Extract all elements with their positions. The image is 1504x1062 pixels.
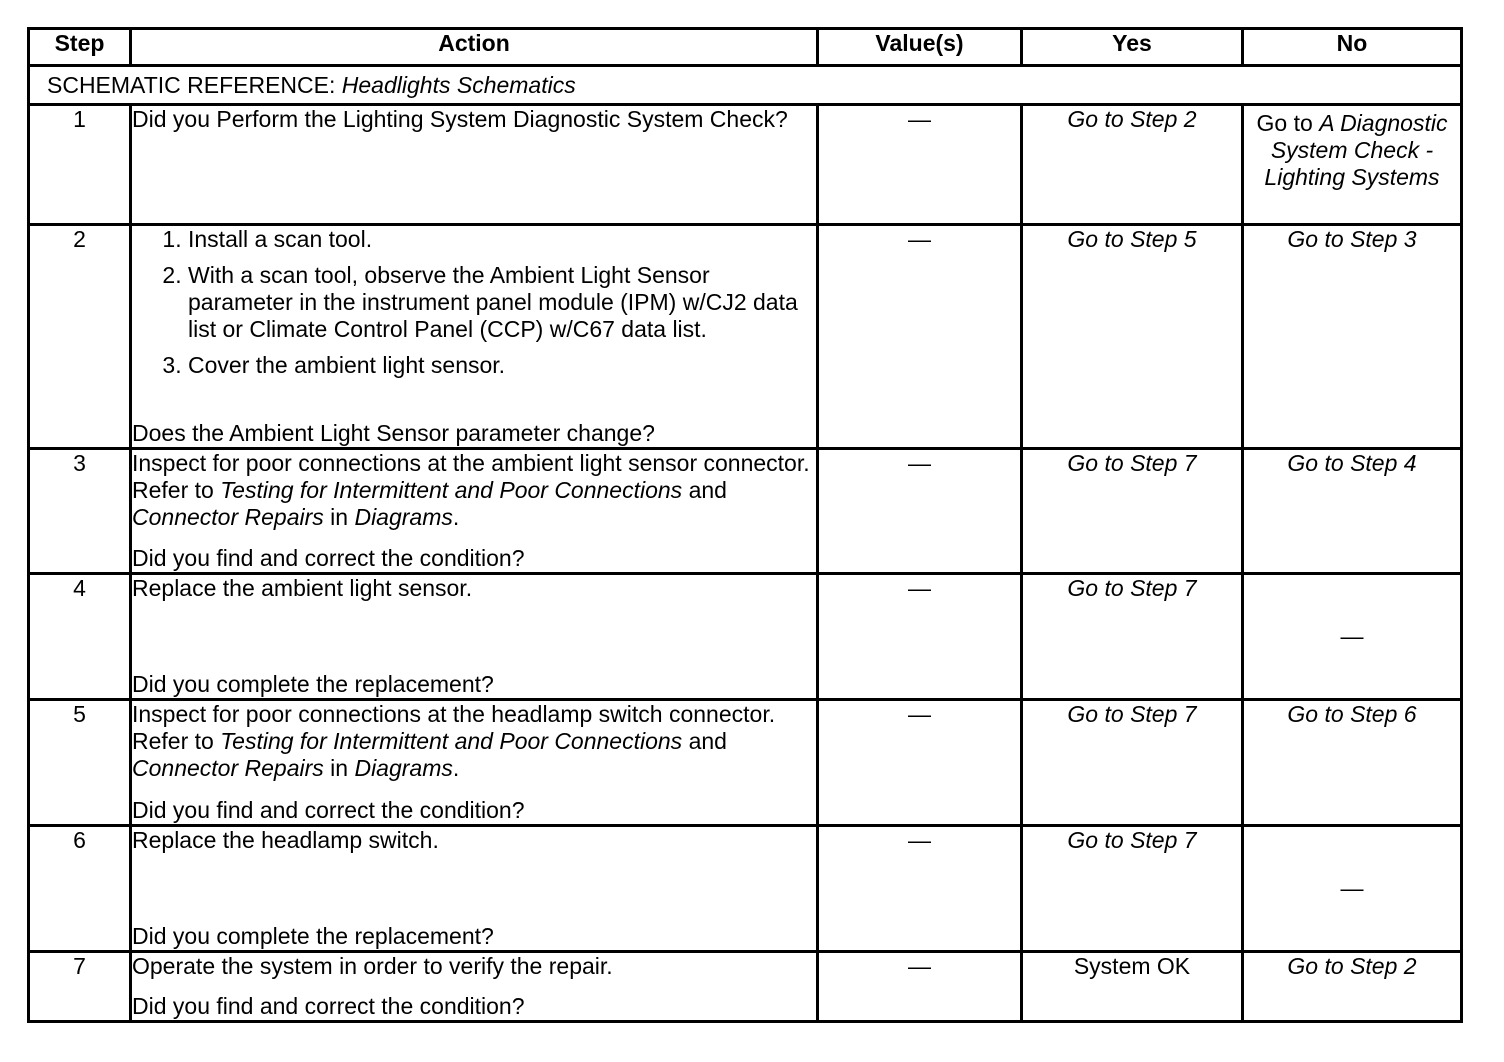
- header-action: Action: [131, 29, 818, 66]
- no-cell: [1243, 105, 1462, 225]
- no-cell: —: [1243, 574, 1462, 700]
- schematic-reference-row: [29, 66, 1462, 105]
- action-cell: [131, 700, 818, 826]
- header-values: Value(s): [818, 29, 1022, 66]
- inspect-prefix: Inspect for poor connections at the ambient light sensor connector. Refer to: [132, 450, 810, 503]
- yes-link[interactable]: Go to Step 7: [1022, 449, 1243, 574]
- yes-link[interactable]: Go to Step 2: [1022, 105, 1243, 225]
- value-cell: —: [818, 574, 1022, 700]
- ref-connector-repairs-link[interactable]: Connector Repairs: [132, 755, 324, 781]
- no-link[interactable]: Go to Step 2: [1243, 952, 1462, 1022]
- action-text: Operate the system in order to verify the repair.: [132, 953, 613, 979]
- step-number: 2: [29, 225, 131, 449]
- conjunction: and: [682, 728, 727, 754]
- yes-link[interactable]: Go to Step 7: [1022, 826, 1243, 952]
- ref-connector-repairs-link[interactable]: Connector Repairs: [132, 504, 324, 530]
- inspect-prefix: Inspect for poor connections at the headlamp switch connector. Refer to: [132, 701, 776, 754]
- table-row: [29, 105, 1462, 225]
- step-number: 6: [29, 826, 131, 952]
- action-cell: [131, 105, 818, 225]
- table-row: [29, 700, 1462, 826]
- step-number: 3: [29, 449, 131, 574]
- schematic-reference: [29, 66, 1462, 105]
- action-cell: [131, 225, 818, 449]
- question-text: Did you complete the replacement?: [132, 671, 494, 697]
- no-cell: —: [1243, 826, 1462, 952]
- table-row: [29, 952, 1462, 1022]
- header-no: No: [1243, 29, 1462, 66]
- yes-link[interactable]: Go to Step 7: [1022, 700, 1243, 826]
- yes-result: System OK: [1022, 952, 1243, 1022]
- no-prefix: Go to: [1256, 110, 1320, 136]
- inspect-text: [132, 450, 816, 531]
- yes-link[interactable]: Go to Step 5: [1022, 225, 1243, 449]
- ref-testing-link[interactable]: Testing for Intermittent and Poor Connections: [220, 477, 683, 503]
- header-yes: Yes: [1022, 29, 1243, 66]
- header-step: Step: [29, 29, 131, 66]
- step-number: 7: [29, 952, 131, 1022]
- question-text: Does the Ambient Light Sensor parameter change?: [132, 420, 655, 446]
- ref-testing-link[interactable]: Testing for Intermittent and Poor Connections: [220, 728, 683, 754]
- period: .: [452, 755, 460, 781]
- question-text: Did you find and correct the condition?: [132, 797, 525, 823]
- inspect-text: [132, 701, 816, 782]
- table-row: [29, 225, 1462, 449]
- question-text: Did you find and correct the condition?: [132, 993, 525, 1019]
- action-cell: [131, 449, 818, 574]
- ref-diagrams-link[interactable]: Diagrams: [354, 504, 453, 530]
- action-text: Replace the ambient light sensor.: [132, 575, 473, 601]
- no-link[interactable]: Go to Step 6: [1243, 700, 1462, 826]
- diagnostic-table: [27, 27, 1463, 1023]
- no-link[interactable]: Go to Step 3: [1243, 225, 1462, 449]
- no-link[interactable]: A Diagnostic System Check - Lighting Systems: [1264, 110, 1448, 190]
- header-row: [29, 29, 1462, 66]
- step-number: 4: [29, 574, 131, 700]
- substep: 3. Cover the ambient light sensor.: [188, 352, 816, 379]
- no-link[interactable]: Go to Step 4: [1243, 449, 1462, 574]
- action-cell: [131, 952, 818, 1022]
- substep: 2. With a scan tool, observe the Ambient Light Sensor parameter in the instrument panel module (IPM) w/CJ2 data list or Climate Control Panel (CCP) w/C67 data list.: [188, 262, 816, 343]
- action-text: Replace the headlamp switch.: [132, 827, 439, 853]
- value-cell: —: [818, 826, 1022, 952]
- table-row: [29, 449, 1462, 574]
- step-number: 5: [29, 700, 131, 826]
- preposition: in: [323, 755, 355, 781]
- substep: 1. Install a scan tool.: [188, 226, 816, 253]
- preposition: in: [323, 504, 355, 530]
- ref-diagrams-link[interactable]: Diagrams: [354, 755, 453, 781]
- yes-link[interactable]: Go to Step 7: [1022, 574, 1243, 700]
- action-cell: [131, 574, 818, 700]
- step-number: 1: [29, 105, 131, 225]
- schematic-label: SCHEMATIC REFERENCE:: [47, 71, 342, 98]
- conjunction: and: [682, 477, 727, 503]
- question-text: Did you find and correct the condition?: [132, 545, 525, 571]
- value-cell: —: [818, 105, 1022, 225]
- schematic-link[interactable]: Headlights Schematics: [341, 71, 576, 98]
- action-cell: [131, 826, 818, 952]
- value-cell: —: [818, 449, 1022, 574]
- period: .: [452, 504, 460, 530]
- value-cell: —: [818, 225, 1022, 449]
- value-cell: —: [818, 700, 1022, 826]
- table-row: [29, 574, 1462, 700]
- substep-list: [132, 226, 816, 379]
- question-text: Did you complete the replacement?: [132, 923, 494, 949]
- value-cell: —: [818, 952, 1022, 1022]
- table-row: [29, 826, 1462, 952]
- action-text: Did you Perform the Lighting System Diagnostic System Check?: [132, 106, 788, 132]
